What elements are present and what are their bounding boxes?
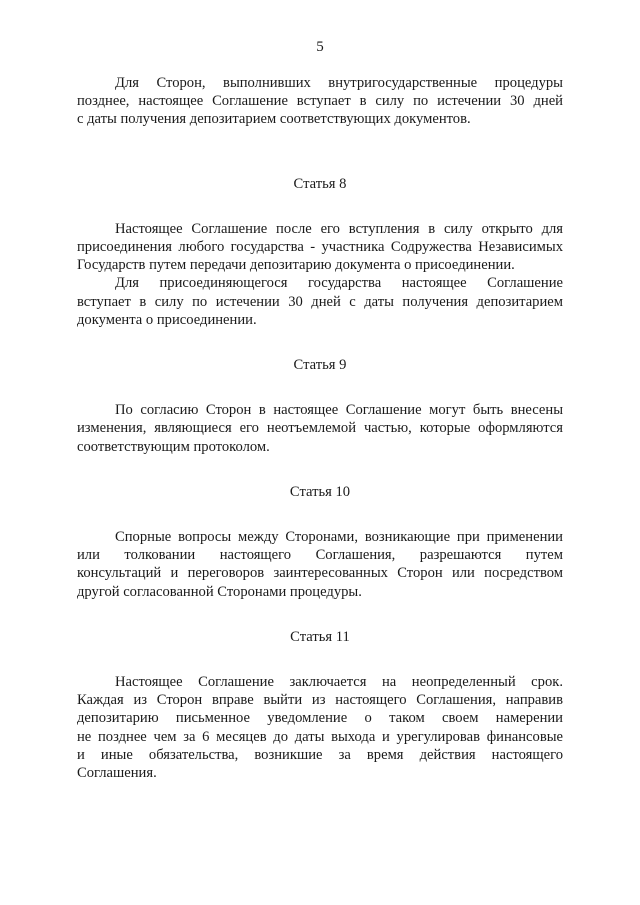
article-heading-11: Статья 11 [290,628,350,645]
paragraph-line: Соглашения. [77,765,157,782]
article-8-paragraph-2 [77,274,563,329]
paragraph-line: Настоящее Соглашение заключается на неопределенный срок. [115,674,563,691]
paragraph-line: Каждая из Сторон вправе выйти из настоящего Соглашения, направив [77,692,563,709]
article-10-paragraph-1 [77,528,563,601]
paragraph-line: документа о присоединении. [77,311,257,328]
paragraph-line: не позднее чем за 6 месяцев до даты выхода и урегулировав финансовые [77,728,563,745]
article-8-paragraph-1 [77,220,563,275]
paragraph-line: или толковании настоящего Соглашения, разрешаются путем [77,547,563,564]
paragraph-line: По согласию Сторон в настоящее Соглашение могут быть внесены [115,402,563,419]
paragraph-line: и иные обязательства, возникшие за время действия настоящего [77,746,563,763]
paragraph-line: с даты получения депозитарием соответствующих документов. [77,111,471,128]
paragraph-line: Государств путем передачи депозитарию документа о присоединении. [77,257,515,274]
paragraph-line: позднее, настоящее Соглашение вступает в силу по истечении 30 дней [77,93,563,110]
paragraph-line: Настоящее Соглашение после его вступления в силу открыто для [115,220,563,237]
paragraph-line: консультаций и переговоров заинтересованных Сторон или посредством [77,565,563,582]
article-heading-10: Статья 10 [289,483,351,500]
paragraph-line: соответствующим протоколом. [77,438,270,455]
article-heading-9: Статья 9 [293,357,347,374]
paragraph-line: другой согласованной Сторонами процедуры. [77,583,362,600]
paragraph-line: вступает в силу по истечении 30 дней с даты получения депозитарием [77,293,563,310]
document-body [77,74,563,782]
page-number: 5 [316,39,324,55]
article-heading-8: Статья 8 [293,175,347,192]
paragraph-line: изменения, являющиеся его неотъемлемой частью, которые оформляются [77,420,563,437]
paragraph-line: Для Сторон, выполнивших внутригосударственные процедуры [115,75,563,91]
paragraph-line: депозитарию письменное уведомление о таком своем намерении [77,710,563,727]
paragraph-line: Спорные вопросы между Сторонами, возникающие при применении [115,529,563,546]
paragraph-line: Для присоединяющегося государства настоящее Соглашение [115,275,563,292]
article-9-paragraph-1 [77,401,563,456]
paragraph-line: присоединения любого государства - участника Содружества Независимых [77,239,563,256]
intro-paragraph [77,74,563,129]
article-11-paragraph-1 [77,673,563,782]
